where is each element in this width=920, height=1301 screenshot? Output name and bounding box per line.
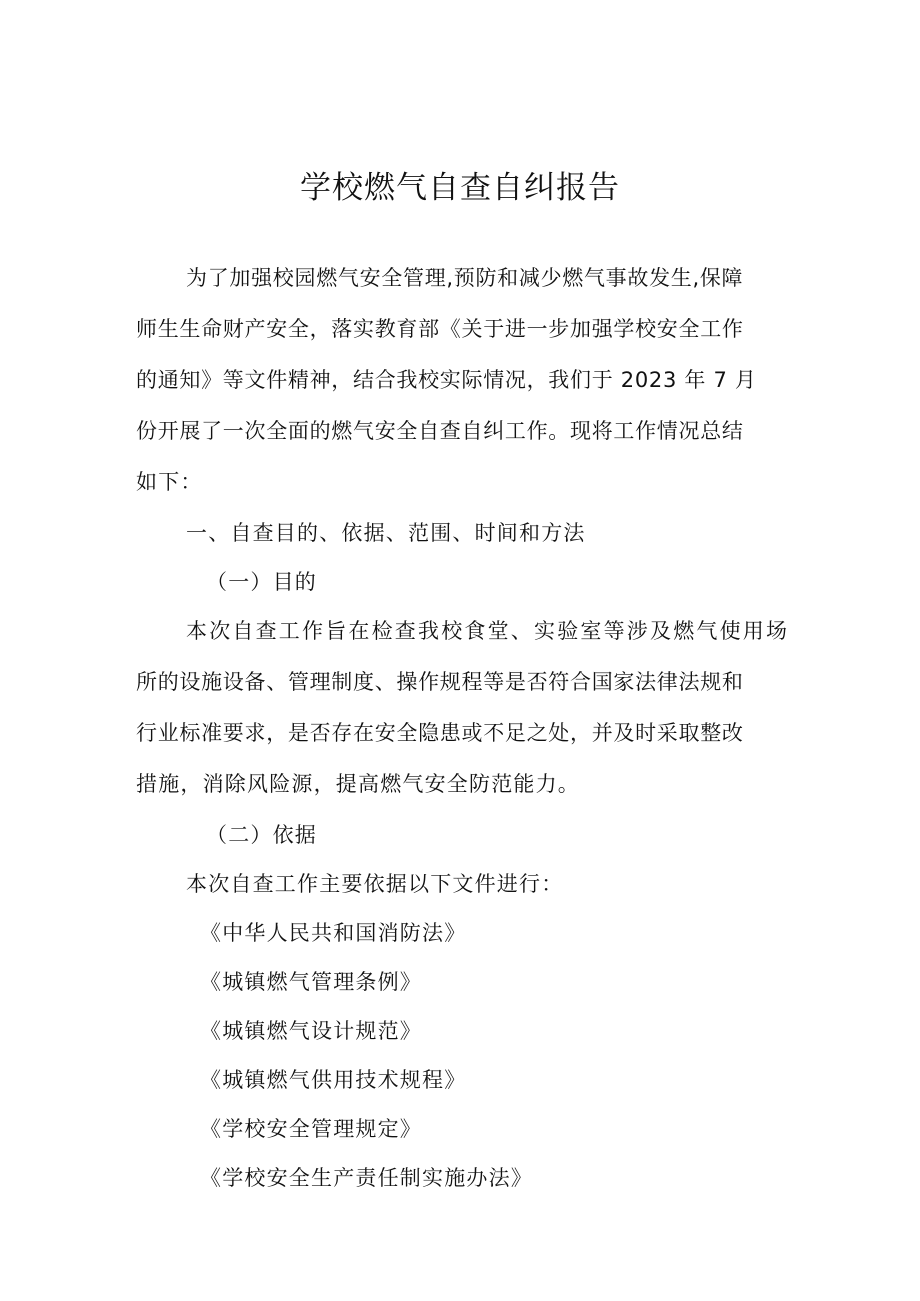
basis-intro: 本次自查工作主要依据以下文件进行： bbox=[186, 872, 564, 896]
purpose-line-2: 所的设施设备、管理制度、操作规程等是否符合国家法律法规和 bbox=[136, 670, 744, 694]
basis-document-item: 《学校安全管理规定》 bbox=[200, 1117, 422, 1141]
basis-document-item: 《学校安全生产责任制实施办法》 bbox=[200, 1166, 533, 1190]
purpose-line-3: 行业标准要求，是否存在安全隐患或不足之处，并及时采取整改 bbox=[136, 721, 744, 745]
intro-line-4: 份开展了一次全面的燃气安全自查自纠工作。现将工作情况总结 bbox=[136, 419, 744, 443]
intro-line-3: 的通知》等文件精神，结合我校实际情况，我们于 2023 年 7 月 bbox=[136, 368, 757, 392]
section-1-sub-2-heading: （二）依据 bbox=[206, 823, 317, 847]
basis-document-item: 《城镇燃气设计规范》 bbox=[200, 1019, 422, 1043]
intro-line-1: 为了加强校园燃气安全管理,预防和减少燃气事故发生,保障 bbox=[186, 266, 744, 290]
basis-document-item: 《城镇燃气管理条例》 bbox=[200, 970, 422, 994]
intro-line-2: 师生生命财产安全，落实教育部《关于进一步加强学校安全工作 bbox=[136, 317, 744, 341]
section-1-sub-1-heading: （一）目的 bbox=[206, 570, 317, 594]
purpose-line-1: 本次自查工作旨在检查我校食堂、实验室等涉及燃气使用场 bbox=[186, 619, 790, 643]
document-title: 学校燃气自查自纠报告 bbox=[300, 170, 620, 206]
purpose-line-4: 措施，消除风险源，提高燃气安全防范能力。 bbox=[136, 772, 580, 796]
basis-document-item: 《中华人民共和国消防法》 bbox=[200, 921, 467, 945]
section-1-heading: 一、自查目的、依据、范围、时间和方法 bbox=[186, 521, 586, 545]
intro-line-5: 如下： bbox=[136, 470, 203, 494]
basis-document-item: 《城镇燃气供用技术规程》 bbox=[200, 1068, 467, 1092]
